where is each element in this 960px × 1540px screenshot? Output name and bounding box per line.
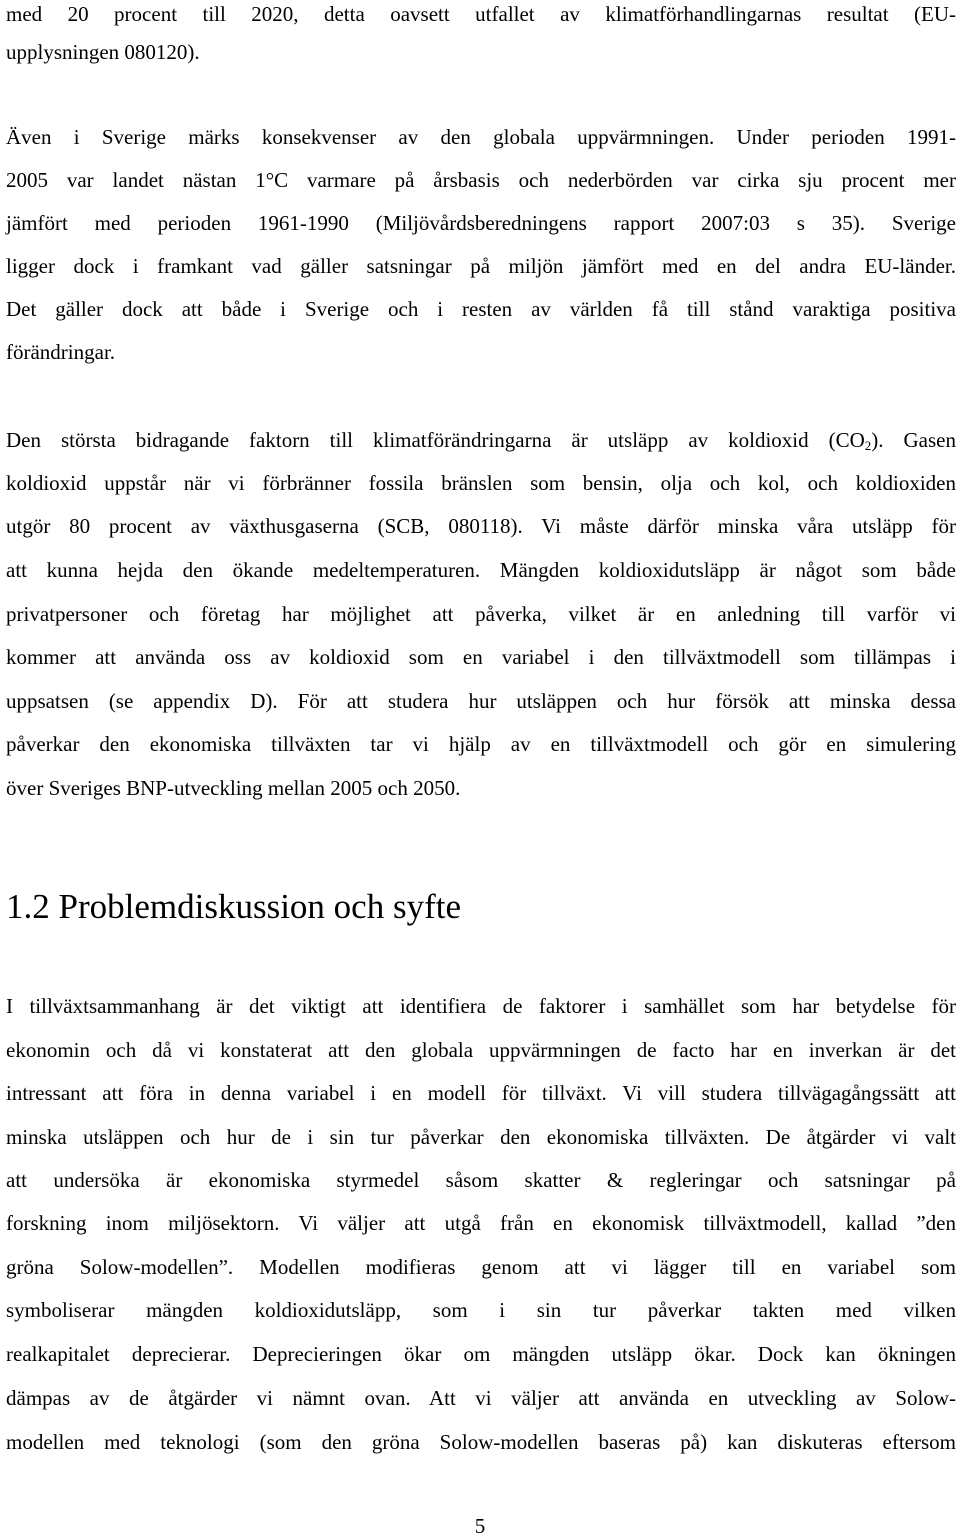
page-number: 5 xyxy=(474,1514,486,1538)
paragraph-3-line-10: dämpas av de åtgärder vi nämnt ovan. Att vi väljer att använda en utveckling av Solow- xyxy=(6,1386,956,1410)
paragraph-2-line-1 xyxy=(6,426,956,454)
paragraph-2-line-1-text: Den största bidragande faktorn till klimatförändringarna är utsläpp av koldioxid (CO xyxy=(6,428,865,452)
paragraph-3-line-3: intressant att föra in denna variabel i en modell för tillväxt. Vi vill studera tillvägagångssätt att xyxy=(6,1081,956,1105)
paragraph-1-line-3: jämfört med perioden 1961-1990 (Miljövårdsberedningens rapport 2007:03 s 35). Sverige xyxy=(6,211,956,235)
paragraph-3-line-5: att undersöka är ekonomiska styrmedel såsom skatter & regleringar och satsningar på xyxy=(6,1168,956,1192)
paragraph-3-line-1: I tillväxtsammanhang är det viktigt att identifiera de faktorer i samhället som har betydelse för xyxy=(6,994,956,1018)
paragraph-3-line-8: symboliserar mängden koldioxidutsläpp, som i sin tur påverkar takten med vilken xyxy=(6,1298,956,1322)
paragraph-3-line-9: realkapitalet deprecierar. Deprecieringen ökar om mängden utsläpp ökar. Dock kan ökningen xyxy=(6,1342,956,1366)
paragraph-3-line-6: forskning inom miljösektorn. Vi väljer att utgå från en ekonomisk tillväxtmodell, kallad ”den xyxy=(6,1211,956,1235)
paragraph-2-line-7: uppsatsen (se appendix D). För att studera hur utsläppen och hur försök att minska dessa xyxy=(6,689,956,713)
paragraph-2-line-8: påverkar den ekonomiska tillväxten tar vi hjälp av en tillväxtmodell och gör en simulering xyxy=(6,732,956,756)
paragraph-2-line-9: över Sveriges BNP-utveckling mellan 2005 och 2050. xyxy=(6,776,461,800)
co2-subscript: 2 xyxy=(864,438,872,453)
paragraph-1-line-5: Det gäller dock att både i Sverige och i resten av världen få till stånd varaktiga positiva xyxy=(6,297,956,321)
paragraph-2-line-1-tail: ). Gasen xyxy=(871,428,956,452)
paragraph-3-line-4: minska utsläppen och hur de i sin tur påverkar den ekonomiska tillväxten. De åtgärder vi valt xyxy=(6,1125,956,1149)
paragraph-1-line-1: Även i Sverige märks konsekvenser av den globala uppvärmningen. Under perioden 1991- xyxy=(6,125,956,149)
paragraph-2-line-5: privatpersoner och företag har möjlighet att påverka, vilket är en anledning till varför vi xyxy=(6,602,956,626)
paragraph-1-line-6: förändringar. xyxy=(6,340,116,364)
paragraph-2-line-4: att kunna hejda den ökande medeltemperaturen. Mängden koldioxidutsläpp är något som både xyxy=(6,558,956,582)
section-heading: 1.2 Problemdiskussion och syfte xyxy=(6,887,461,926)
paragraph-2-line-6: kommer att använda oss av koldioxid som en variabel i den tillväxtmodell som tillämpas i xyxy=(6,645,956,669)
paragraph-1-line-2: 2005 var landet nästan 1°C varmare på årsbasis och nederbörden var cirka sju procent mer xyxy=(6,168,956,192)
paragraph-0-line-2: upplysningen 080120). xyxy=(6,40,200,64)
paragraph-3-line-2: ekonomin och då vi konstaterat att den globala uppvärmningen de facto har en inverkan är det xyxy=(6,1038,956,1062)
paragraph-0-line-1: med 20 procent till 2020, detta oavsett utfallet av klimatförhandlingarnas resultat (EU- xyxy=(6,2,956,26)
paragraph-2-line-2: koldioxid uppstår när vi förbränner fossila bränslen som bensin, olja och kol, och koldioxiden xyxy=(6,471,956,495)
paragraph-1-line-4: ligger dock i framkant vad gäller satsningar på miljön jämfört med en del andra EU-länder. xyxy=(6,254,956,278)
paragraph-3-line-7: gröna Solow-modellen”. Modellen modifieras genom att vi lägger till en variabel som xyxy=(6,1255,956,1279)
paragraph-3-line-11: modellen med teknologi (som den gröna Solow-modellen baseras på) kan diskuteras eftersom xyxy=(6,1430,956,1454)
paragraph-2-line-3: utgör 80 procent av växthusgaserna (SCB, 080118). Vi måste därför minska våra utsläpp för xyxy=(6,514,956,538)
